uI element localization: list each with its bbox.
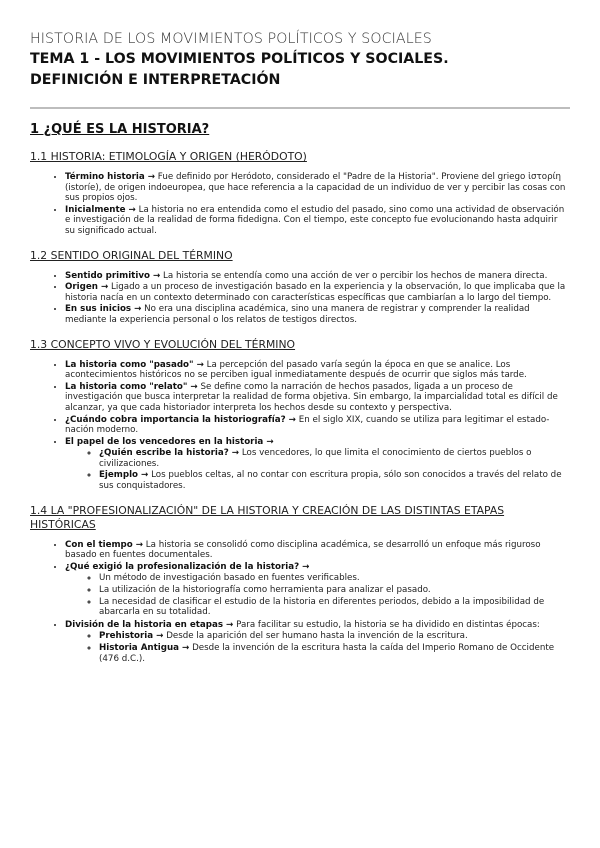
- list-1-3: [30, 360, 570, 492]
- list-item: • ¿Qué exigió la profesionalización de la historia? → ◦ Un método de investigación basado en fuentes verificables. ◦ La utilización de la historiografía como herramienta para analizar el pasado. ◦ La necesidad de clasificar el estudio de la historia en diferentes periodos, debido a la imposibilidad de abarcarla en su totalidad.: [65, 562, 570, 618]
- divider: [30, 107, 570, 109]
- section-heading: 1 ¿QUÉ ES LA HISTORIA?: [30, 122, 210, 137]
- list-1-2: [30, 271, 570, 326]
- sublist-etapas: [65, 631, 570, 664]
- sub-list-item: ◦ Un método de investigación basado en fuentes verificables.: [99, 573, 570, 584]
- topic-title: [30, 49, 570, 91]
- list-item: • La historia como "relato" → Se define como la narración de hechos pasados, ligada a un proceso de investigación que busca interpretar la realidad de forma objetiva. Sin embargo, la imparcialidad total es difícil de alcanzar, ya que cada historiador interpreta los hechos desde su contexto y perspectiva.: [65, 382, 570, 414]
- list-item: • El papel de los vencedores en la historia → ◦ ¿Quién escribe la historia? → Los vencedores, lo que limita el conocimiento de ciertos pueblos o civilizaciones. ◦ Ejemplo → Los pueblos celtas, al no contar con escritura propia, sólo son conocidos a través del relato de sus conquistadores.: [65, 437, 570, 492]
- list-item: • Inicialmente → La historia no era entendida como el estudio del pasado, sino como una actividad de observación e investigación de la realidad de forma fidedigna. Con el tiempo, este concepto fue evolucionando hasta adquirir su significado actual.: [65, 205, 570, 237]
- list-1-1: [30, 172, 570, 237]
- topic-title-line-2: DEFINICIÓN E INTERPRETACIÓN: [30, 72, 281, 88]
- list-item: • Con el tiempo → La historia se consolidó como disciplina académica, se desarrolló un enfoque más riguroso basado en fuentes documentales.: [65, 540, 570, 561]
- sub-list-item: ◦ Prehistoria → Desde la aparición del ser humano hasta la invención de la escritura.: [99, 631, 570, 642]
- sub-list-item: ◦ Ejemplo → Los pueblos celtas, al no contar con escritura propia, sólo son conocidos a través del relato de sus conquistadores.: [99, 470, 570, 491]
- list-1-4: [30, 540, 570, 665]
- list-item: • La historia como "pasado" → La percepción del pasado varía según la época en que se analice. Los acontecimientos históricos no se perciben igual inmediatamente después de ocurrir que siglos más tarde.: [65, 360, 570, 381]
- subsection-heading-1-4: 1.4 LA "PROFESIONALIZACIÓN" DE LA HISTORIA Y CREACIÓN DE LAS DISTINTAS ETAPAS HISTÓRICAS: [30, 503, 505, 531]
- subsection-heading-1-1: 1.1 HISTORIA: ETIMOLOGÍA Y ORIGEN (HERÓDOTO): [30, 150, 307, 163]
- sub-list-item: ◦ Historia Antigua → Desde la invención de la escritura hasta la caída del Imperio Romano de Occidente (476 d.C.).: [99, 643, 570, 664]
- list-item: • En sus inicios → No era una disciplina académica, sino una manera de registrar y comprender la realidad mediante la experiencia personal o los relatos de testigos directos.: [65, 304, 570, 325]
- sublist-vencedores: [65, 448, 570, 491]
- sub-list-item: ◦ ¿Quién escribe la historia? → Los vencedores, lo que limita el conocimiento de ciertos pueblos o civilizaciones.: [99, 448, 570, 469]
- sub-list-item: ◦ La utilización de la historiografía como herramienta para analizar el pasado.: [99, 585, 570, 596]
- list-item: • Origen → Ligado a un proceso de investigación basado en la experiencia y la observación, lo que implicaba que la historia nacía en un contexto determinado con características específicas que cambiarían a lo largo del tiempo.: [65, 282, 570, 303]
- sublist-profesionalizacion: [65, 573, 570, 617]
- subsection-heading-1-3: 1.3 CONCEPTO VIVO Y EVOLUCIÓN DEL TÉRMINO: [30, 337, 296, 351]
- list-item: • ¿Cuándo cobra importancia la historiografía? → En el siglo XIX, cuando se utiliza para legitimar el estado-nación moderno.: [65, 415, 570, 436]
- list-item: • Término historia → Fue definido por Heródoto, considerado el "Padre de la Historia". Proviene del griego ἱστορίη (istoríe), de origen indoeuropea, que hace referencia a la capacidad de un individuo de ver y percibir las cosas con sus propios ojos.: [65, 172, 570, 204]
- list-item: • División de la historia en etapas → Para facilitar su estudio, la historia se ha dividido en distintas épocas: ◦ Prehistoria → Desde la aparición del ser humano hasta la invención de la escritura. ◦ Historia Antigua → Desde la invención de la escritura hasta la caída del Imperio Romano de Occidente (476 d.C.).: [65, 620, 570, 664]
- subsection-heading-1-2: 1.2 SENTIDO ORIGINAL DEL TÉRMINO: [30, 248, 233, 262]
- list-item: • Sentido primitivo → La historia se entendía como una acción de ver o percibir los hechos de manera directa.: [65, 271, 570, 282]
- course-title: HISTORIA DE LOS MOVIMIENTOS POLÍTICOS Y SOCIALES: [30, 31, 432, 47]
- topic-title-line-1: TEMA 1 - LOS MOVIMIENTOS POLÍTICOS Y SOCIALES.: [30, 51, 449, 67]
- sub-list-item: ◦ La necesidad de clasificar el estudio de la historia en diferentes periodos, debido a la imposibilidad de abarcarla en su totalidad.: [99, 597, 570, 618]
